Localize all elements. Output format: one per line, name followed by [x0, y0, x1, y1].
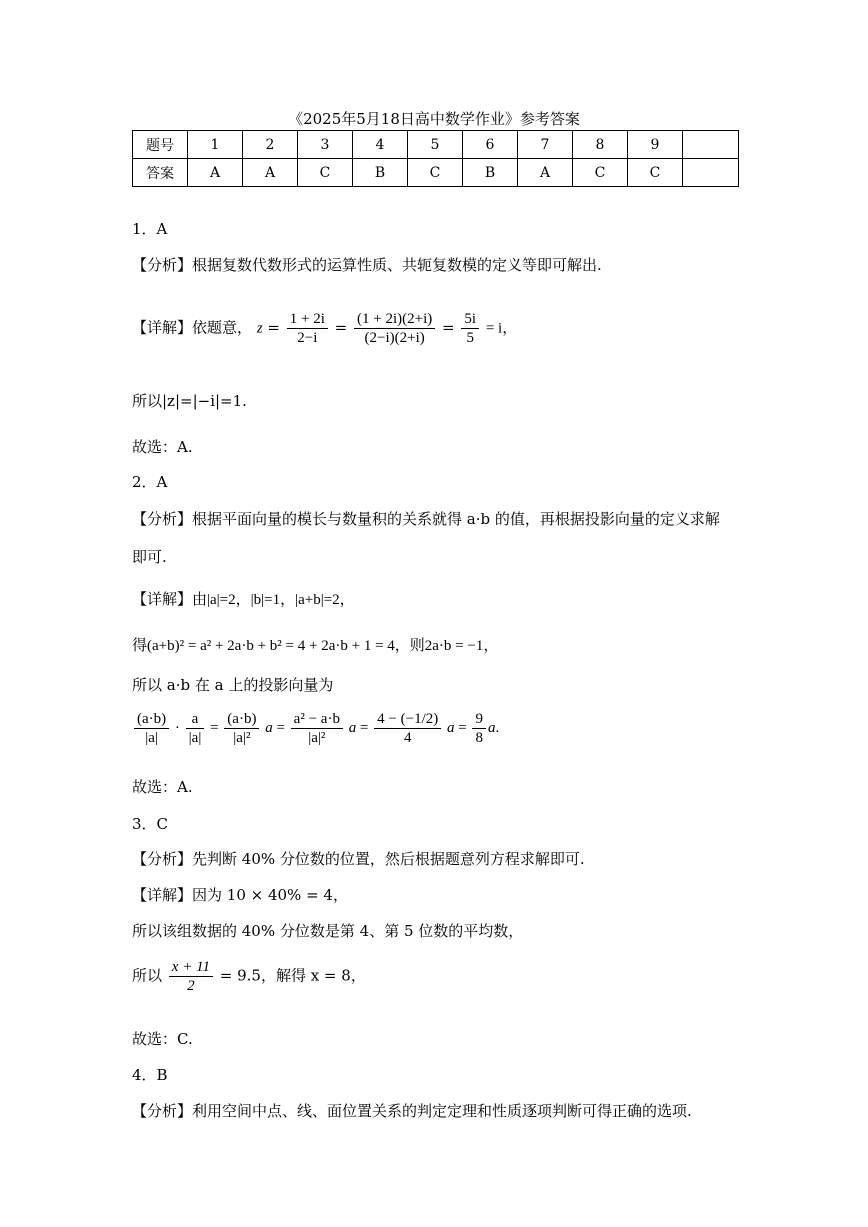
- q2-projection-intro: 所以 a·b 在 a 上的投影向量为: [132, 676, 334, 694]
- question-number-cell: 8: [573, 131, 628, 159]
- analysis-label: 【分析】: [132, 256, 193, 274]
- prefix-text: 所以: [132, 966, 163, 985]
- analysis-text: 根据平面向量的模长与数量积的关系就得 a·b 的值，再根据投影向量的定义求解: [192, 510, 720, 528]
- q2-analysis: [132, 508, 720, 529]
- table-header-cell: 答案: [133, 159, 188, 187]
- question-number-cell: [683, 131, 739, 159]
- answer-cell: B: [353, 159, 408, 187]
- q3-step: 所以该组数据的 40% 分位数是第 4、第 5 位数的平均数，: [132, 922, 524, 940]
- answer-cell: C: [573, 159, 628, 187]
- fraction: [374, 710, 441, 747]
- page-title: 《2025年5月18日高中数学作业》参考答案: [288, 110, 580, 128]
- vector-a: a: [348, 719, 357, 736]
- denominator: |a|: [188, 730, 202, 746]
- detail-text: 由|a|=2，|b|=1，|a+b|=2，: [192, 592, 355, 608]
- q2-heading: 2．A: [132, 473, 168, 491]
- answer-table: [132, 130, 739, 187]
- q3-choose: 故选：C.: [132, 1030, 193, 1048]
- analysis-label: 【分析】: [132, 510, 193, 528]
- denominator: |a|²: [308, 730, 326, 746]
- detail-text: 因为 10 × 40% = 4，: [192, 886, 348, 904]
- q1-choose: 故选：A.: [132, 438, 193, 456]
- table-row: [133, 131, 739, 159]
- answer-cell: A: [243, 159, 298, 187]
- question-number-cell: 6: [463, 131, 518, 159]
- question-number-cell: 5: [408, 131, 463, 159]
- analysis-label: 【分析】: [132, 850, 193, 868]
- q4-analysis: [132, 1100, 692, 1121]
- q2-step: 得(a+b)² = a² + 2a·b + b² = 4 + 2a·b + 1 = 4，则2a·b = −1，: [132, 638, 499, 654]
- numerator: a² − a·b: [291, 710, 343, 729]
- denominator: 5: [466, 330, 474, 346]
- numerator: x + 11: [169, 958, 213, 977]
- numerator: (a·b): [134, 710, 169, 729]
- answer-cell: A: [188, 159, 243, 187]
- table-row: [133, 159, 739, 187]
- fraction: [186, 710, 205, 747]
- var-z: z: [256, 320, 263, 337]
- equation-end: = i，: [485, 320, 518, 337]
- q1-analysis: [132, 254, 602, 275]
- analysis-text: 先判断 40% 分位数的位置，然后根据题意列方程求解即可.: [192, 850, 585, 868]
- q2-analysis-cont: 即可.: [132, 548, 167, 566]
- denominator: (2−i)(2+i): [364, 330, 425, 346]
- denominator: 8: [475, 730, 483, 746]
- q2-choose: 故选：A.: [132, 778, 193, 796]
- answer-cell: B: [463, 159, 518, 187]
- analysis-text: 利用空间中点、线、面位置关系的判定定理和性质逐项判断可得正确的选项.: [192, 1102, 692, 1120]
- q2-detail: [132, 588, 355, 609]
- detail-label: 【详解】: [132, 590, 193, 608]
- denominator: |a|²: [233, 730, 251, 746]
- vector-a: a: [265, 719, 273, 736]
- numerator: 5i: [461, 310, 479, 329]
- question-number-cell: 9: [628, 131, 683, 159]
- q1-detail: 【详解】依题意， z = $\frac{1 + 2i}{2-i}$ = $\frac{(1 + 2i)(2+i)}{(2-i)(2+i)}$ = $\frac{5i}{5}$ = i，: [132, 311, 518, 346]
- fraction: [354, 310, 435, 347]
- fraction: [134, 710, 169, 747]
- answer-cell: C: [298, 159, 353, 187]
- question-number-cell: 2: [243, 131, 298, 159]
- numerator: 4 − (−1/2): [374, 710, 441, 729]
- answer-cell: A: [518, 159, 573, 187]
- analysis-text: 根据复数代数形式的运算性质、共轭复数模的定义等即可解出.: [192, 256, 602, 274]
- fraction: [461, 310, 479, 347]
- numerator: 9: [472, 710, 486, 729]
- question-number-cell: 4: [353, 131, 408, 159]
- numerator: (1 + 2i)(2+i): [354, 310, 435, 329]
- q3-equation: [132, 958, 366, 995]
- numerator: (a·b): [224, 710, 259, 729]
- q2-projection-equation: $\frac{(a\cdot b)}{|a|}$ · $\frac{a}{|a|}$ = $\frac{(a\cdot b)}{\text{|a|²}}$ a = $\frac{\text{a² − a·b}}{\text{|a|²}}$ a = $\frac{4 - (-1/2)}{4}$ a = $\frac{9}{8}$ a.: [132, 710, 499, 747]
- vector-a: a: [487, 719, 496, 736]
- fraction: [287, 310, 328, 347]
- suffix-text: = 9.5，解得 x = 8，: [219, 966, 366, 985]
- fraction: [169, 958, 213, 995]
- answer-cell: C: [628, 159, 683, 187]
- fraction: [472, 710, 486, 747]
- question-number-cell: 1: [188, 131, 243, 159]
- answer-cell: [683, 159, 739, 187]
- detail-label: 【详解】: [132, 886, 193, 904]
- q3-detail: [132, 884, 348, 905]
- detail-text: 依题意，: [192, 318, 253, 337]
- q3-heading: 3．C: [132, 815, 169, 833]
- table-header-cell: 题号: [133, 131, 188, 159]
- q3-analysis: [132, 848, 585, 869]
- numerator: 1 + 2i: [287, 310, 328, 329]
- denominator: |a|: [145, 730, 158, 746]
- q1-heading: 1．A: [132, 220, 168, 238]
- fraction: [224, 710, 259, 747]
- question-number-cell: 3: [298, 131, 353, 159]
- denominator: 4: [403, 730, 412, 746]
- question-number-cell: 7: [518, 131, 573, 159]
- vector-a: a: [447, 719, 455, 736]
- numerator: a: [186, 710, 205, 729]
- q4-heading: 4．B: [132, 1066, 168, 1084]
- denominator: 2−i: [297, 330, 318, 346]
- fraction: [291, 710, 343, 747]
- q1-conclusion: 所以|z|=|−i|=1.: [132, 392, 247, 410]
- denominator: 2: [187, 978, 195, 994]
- analysis-label: 【分析】: [132, 1102, 193, 1120]
- detail-label: 【详解】: [132, 318, 193, 337]
- answer-cell: C: [408, 159, 463, 187]
